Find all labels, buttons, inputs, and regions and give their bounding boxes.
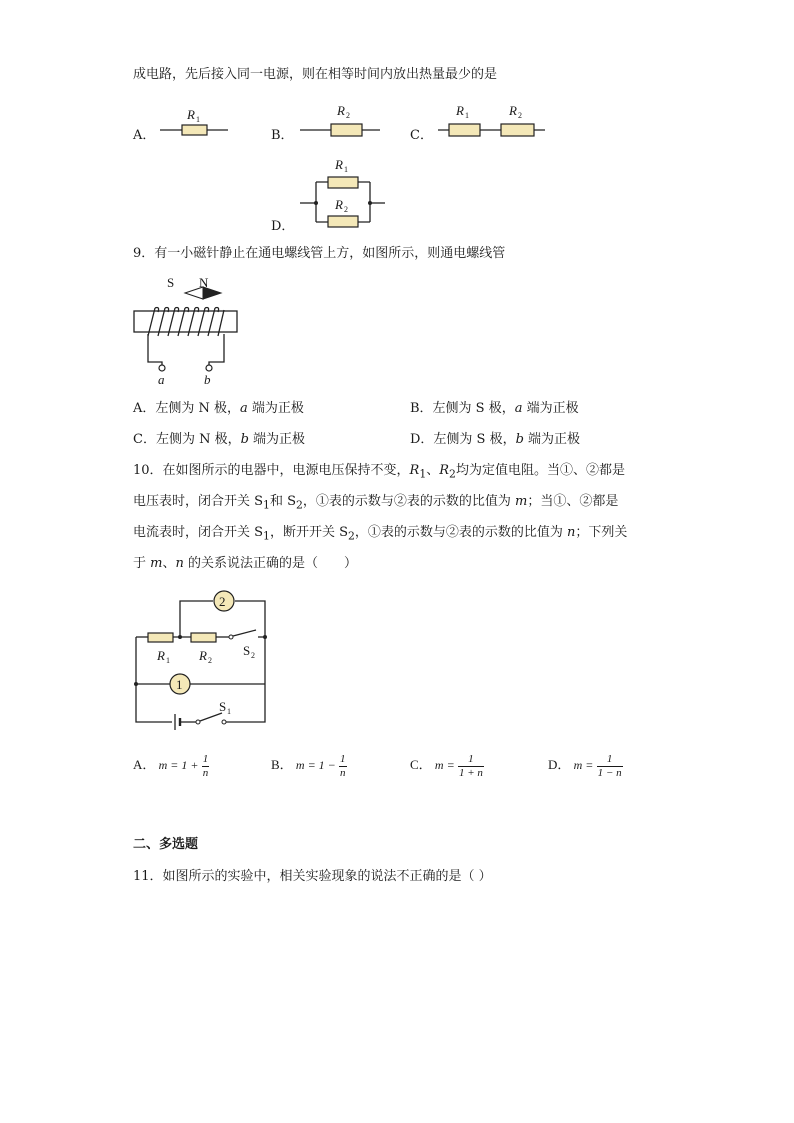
q9-option-d[interactable]: D．左侧为 S 极，b 端为正极 <box>410 432 581 447</box>
label-s1-sub: 1 <box>227 707 231 716</box>
q10-option-c[interactable]: C． m = $\frac{1}{1 + n}$ <box>410 752 483 779</box>
label-r1-sub: 1 <box>166 656 170 665</box>
switch-s2 <box>233 630 256 636</box>
resistor-r2 <box>328 216 358 227</box>
q9-option-c[interactable]: C．左侧为 N 极，b 端为正极 <box>133 432 306 447</box>
label-r2-sub: 2 <box>346 111 350 120</box>
label-r2-sub: 2 <box>344 205 348 214</box>
terminal-a-label: a <box>158 372 165 387</box>
meter-1-label: 1 <box>176 677 183 692</box>
label-r2: R <box>335 197 343 212</box>
q8-option-c-label[interactable]: C． <box>410 128 433 143</box>
q10-option-a[interactable]: A． m = 1 + $\frac{1}{n}$ <box>133 752 209 779</box>
label-r2-sub: 2 <box>518 111 522 120</box>
q11-stem: 11．如图所示的实验中，相关实验现象的说法不正确的是（ ） <box>133 869 492 884</box>
label-s2: S <box>243 643 251 658</box>
label-r1-sub: 1 <box>344 165 348 174</box>
q8-diagram-b <box>300 103 380 136</box>
label-r1-sub: 1 <box>465 111 469 120</box>
q8-option-b-label[interactable]: B． <box>271 128 294 143</box>
label-r2: R <box>337 103 345 118</box>
q9-solenoid-diagram <box>134 275 237 387</box>
resistor-r2 <box>501 124 534 136</box>
label-r1: R <box>157 648 165 663</box>
terminal-b-label: b <box>204 372 211 387</box>
switch-s1 <box>200 713 222 721</box>
q10-option-d[interactable]: D． m = $\frac{1}{1 - n}$ <box>548 752 622 779</box>
resistor-r1 <box>148 633 173 642</box>
label-r2-sub: 2 <box>208 656 212 665</box>
needle-label-n: N <box>199 275 209 290</box>
q8-option-d-label[interactable]: D． <box>271 219 295 234</box>
q9-option-b[interactable]: B．左侧为 S 极，a 端为正极 <box>410 401 579 416</box>
q10-stem-line-1: 10．在如图所示的电器中，电源电压保持不变，$R_1$、$R_2$均为定值电阻。当①、②都是 <box>133 463 625 481</box>
terminal-a <box>159 365 165 371</box>
label-r2: R <box>509 103 517 118</box>
q10-stem-line-4: 于 m、n 的关系说法正确的是（ ） <box>133 556 357 571</box>
q9-stem: 9．有一小磁针静止在通电螺线管上方，如图所示，则通电螺线管 <box>133 246 506 261</box>
resistor-r1 <box>449 124 480 136</box>
q10-stem-line-3: 电流表时，闭合开关 $S_1$，断开开关 $S_2$，①表的示数与②表的示数的比值为 n；下列关 <box>133 525 628 543</box>
label-s2-sub: 2 <box>251 651 255 660</box>
label-r1: R <box>456 103 464 118</box>
terminal-b <box>206 365 212 371</box>
q10-circuit-diagram <box>134 591 267 730</box>
q10-stem-line-2: 电压表时，闭合开关 $S_1$和 $S_2$，①表的示数与②表的示数的比值为 m；当①、②都是 <box>133 494 619 512</box>
q8-diagram-d <box>300 157 385 227</box>
meter-2-label: 2 <box>219 594 226 609</box>
resistor-r1 <box>182 125 207 135</box>
q8-diagram-a <box>160 107 228 135</box>
label-r2: R <box>199 648 207 663</box>
label-r1: R <box>187 107 195 122</box>
q10-option-b[interactable]: B． m = 1 − $\frac{1}{n}$ <box>271 752 346 779</box>
label-r1: R <box>335 157 343 172</box>
q9-option-a[interactable]: A．左侧为 N 极，a 端为正极 <box>133 401 304 416</box>
q8-diagram-c <box>438 103 545 136</box>
q8-stem-tail: 成电路，先后接入同一电源，则在相等时间内放出热量最少的是 <box>133 67 498 82</box>
resistor-r1 <box>328 177 358 188</box>
section-title-multi-choice: 二、多选题 <box>133 837 199 852</box>
q8-option-a-label[interactable]: A． <box>133 128 156 143</box>
label-s1: S <box>219 699 227 714</box>
resistor-r2 <box>331 124 362 136</box>
needle-label-s: S <box>167 275 175 290</box>
label-r1-sub: 1 <box>196 115 200 124</box>
resistor-r2 <box>191 633 216 642</box>
